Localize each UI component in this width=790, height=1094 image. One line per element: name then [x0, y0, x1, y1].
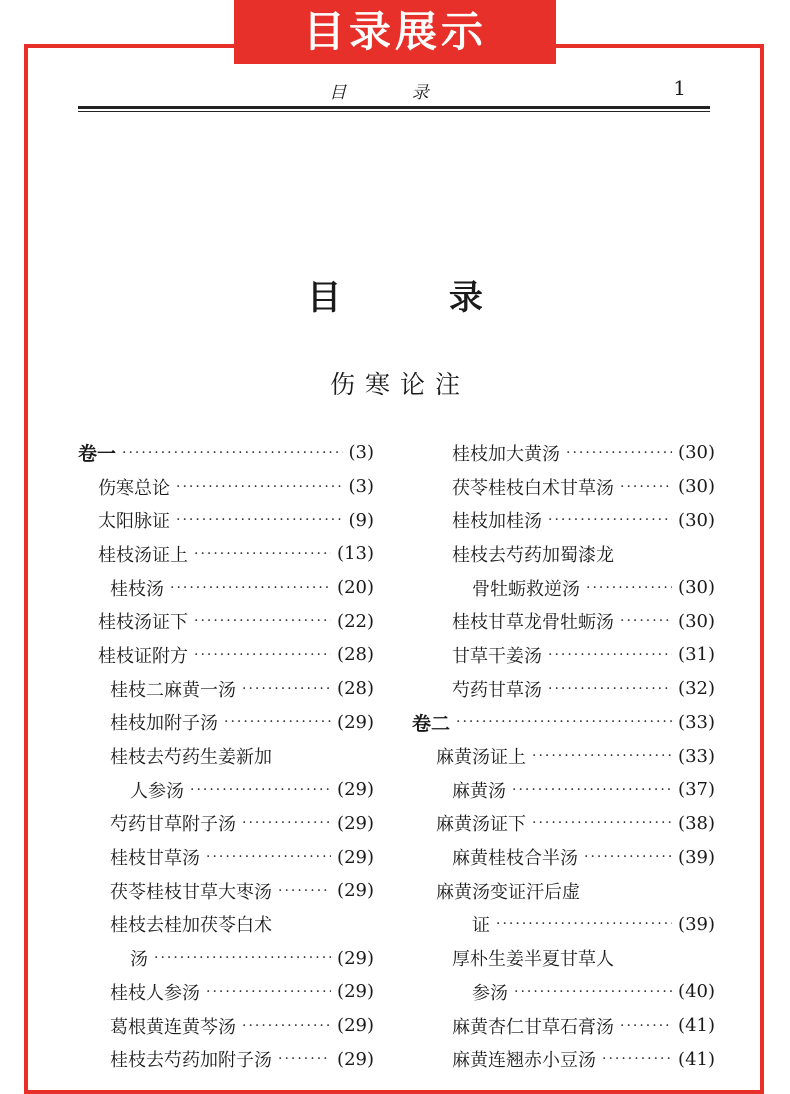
toc-leader-dots [512, 782, 672, 798]
toc-entry [78, 739, 374, 773]
toc-entry-title: 桂枝甘草龙骨牡蛎汤 [452, 612, 614, 634]
toc-entry [78, 874, 374, 908]
toc-entry [78, 1009, 374, 1043]
toc-entry-title: 麻黄汤 [452, 780, 506, 802]
toc-entry-title: 桂枝去芍药加蜀漆龙 [452, 544, 614, 566]
toc-entry-page: (41) [678, 1015, 715, 1037]
toc-entry-page: (38) [678, 812, 715, 834]
toc-entry-title: 卷一 [78, 443, 117, 466]
toc-entry-page: (30) [678, 577, 715, 599]
toc-entry-title: 桂枝人参汤 [110, 982, 200, 1004]
toc-leader-dots [548, 681, 672, 697]
toc-entry [412, 739, 715, 773]
toc-left-column [78, 436, 374, 1076]
toc-entry [78, 840, 374, 874]
toc-leader-dots [206, 849, 331, 865]
toc-leader-dots [620, 613, 672, 629]
toc-leader-dots [586, 580, 672, 596]
toc-entry-page: (3) [348, 476, 374, 498]
header-rule [78, 106, 710, 109]
toc-entry-title: 桂枝证附方 [98, 645, 188, 667]
page-number: 1 [673, 76, 686, 100]
toc-entry-title: 桂枝加附子汤 [110, 713, 218, 735]
toc-leader-dots [194, 546, 331, 562]
toc-entry [78, 807, 374, 841]
toc-leader-dots [548, 512, 672, 528]
toc-entry [78, 1042, 374, 1076]
toc-entry [78, 604, 374, 638]
toc-leader-dots [514, 984, 672, 1000]
toc-entry-page: (29) [337, 981, 374, 1003]
toc-entry-title: 麻黄汤变证汗后虚 [436, 881, 580, 903]
toc-entry [78, 571, 374, 605]
toc-entry-page: (29) [337, 880, 374, 902]
toc-leader-dots [122, 445, 342, 461]
toc-entry [412, 537, 715, 571]
toc-entry [78, 908, 374, 942]
toc-entry-title: 桂枝汤 [110, 578, 164, 600]
toc-entry [78, 773, 374, 807]
toc-leader-dots [278, 883, 331, 899]
toc-entry-title: 茯苓桂枝白术甘草汤 [452, 477, 614, 499]
toc-entry-title: 芍药甘草附子汤 [110, 814, 236, 836]
toc-entry-title: 卷二 [412, 712, 451, 735]
toc-leader-dots [176, 479, 343, 495]
toc-entry-title: 桂枝去芍药加附子汤 [110, 1050, 272, 1072]
toc-entry [412, 436, 715, 470]
toc-entry [412, 941, 715, 975]
toc-entry-title: 证 [472, 915, 490, 937]
toc-entry-page: (39) [678, 846, 715, 868]
toc-entry-page: (29) [337, 779, 374, 801]
toc-entry-page: (28) [337, 644, 374, 666]
toc-entry-title: 麻黄杏仁甘草石膏汤 [452, 1016, 614, 1038]
toc-entry [412, 773, 715, 807]
book-title: 伤寒论注 [329, 370, 470, 399]
toc-entry-page: (30) [678, 442, 715, 464]
toc-entry [412, 807, 715, 841]
toc-entry-title: 麻黄连翘赤小豆汤 [452, 1050, 596, 1072]
toc-leader-dots [194, 613, 331, 629]
toc-leader-dots [242, 681, 331, 697]
toc-entry [412, 840, 715, 874]
toc-leader-dots [496, 916, 672, 932]
toc-entry-page: (29) [337, 846, 374, 868]
toc-entry-title: 桂枝去桂加茯苓白术 [110, 915, 272, 937]
toc-entry-page: (28) [337, 678, 374, 700]
toc-entry [412, 503, 715, 537]
toc-entry [412, 706, 715, 740]
toc-entry [412, 908, 715, 942]
toc-entry-page: (33) [678, 745, 715, 767]
toc-leader-dots [620, 1018, 672, 1034]
toc-entry-title: 桂枝加桂汤 [452, 511, 542, 533]
toc-leader-dots [566, 445, 672, 461]
toc-entry-title: 麻黄桂枝合半汤 [452, 848, 578, 870]
toc-leader-dots [456, 714, 672, 730]
toc-entry-page: (39) [678, 913, 715, 935]
toc-entry-title: 麻黄汤证下 [436, 814, 526, 836]
toc-leader-dots [176, 512, 343, 528]
toc-entry [412, 604, 715, 638]
toc-entry-page: (3) [348, 442, 374, 464]
toc-entry-page: (37) [678, 779, 715, 801]
toc-entry [412, 638, 715, 672]
toc-entry-title: 桂枝汤证下 [98, 612, 188, 634]
toc-leader-dots [620, 479, 672, 495]
toc-entry-page: (30) [678, 476, 715, 498]
page-title: 目 录 [307, 278, 531, 318]
toc-entry-page: (31) [678, 644, 715, 666]
toc-entry [78, 975, 374, 1009]
toc-leader-dots [532, 815, 672, 831]
toc-entry-title: 太阳脉证 [98, 511, 170, 533]
toc-leader-dots [242, 1018, 331, 1034]
running-head-title: 目 录 [329, 83, 459, 103]
toc-entry [78, 672, 374, 706]
toc-entry-title: 芍药甘草汤 [452, 679, 542, 701]
toc-entry-title: 伤寒总论 [98, 477, 170, 499]
toc-entry-page: (40) [678, 981, 715, 1003]
toc-leader-dots [170, 580, 331, 596]
toc-entry [412, 975, 715, 1009]
toc-entry-page: (29) [337, 1048, 374, 1070]
toc-entry-title: 葛根黄连黄芩汤 [110, 1016, 236, 1038]
toc-entry [78, 503, 374, 537]
toc-entry-page: (29) [337, 947, 374, 969]
toc-entry [412, 470, 715, 504]
toc-leader-dots [242, 815, 331, 831]
toc-leader-dots [190, 782, 331, 798]
toc-leader-dots [154, 950, 331, 966]
toc-entry-page: (20) [337, 577, 374, 599]
toc-entry-page: (9) [348, 509, 374, 531]
toc-entry-page: (29) [337, 711, 374, 733]
toc-entry-title: 骨牡蛎救逆汤 [472, 578, 580, 600]
toc-entry-title: 桂枝甘草汤 [110, 848, 200, 870]
toc-leader-dots [602, 1051, 672, 1067]
toc-entry [412, 1009, 715, 1043]
toc-entry-page: (30) [678, 509, 715, 531]
toc-leader-dots [584, 849, 672, 865]
toc-entry [412, 1042, 715, 1076]
toc-entry-page: (41) [678, 1048, 715, 1070]
toc-entry-page: (30) [678, 610, 715, 632]
toc-leader-dots [224, 714, 331, 730]
toc-entry-page: (29) [337, 812, 374, 834]
toc-leader-dots [532, 748, 672, 764]
toc-entry [78, 470, 374, 504]
toc-entry-title: 厚朴生姜半夏甘草人 [452, 949, 614, 971]
running-head [78, 76, 710, 102]
toc-entry-title: 茯苓桂枝甘草大枣汤 [110, 881, 272, 903]
toc-entry-title: 参汤 [472, 982, 508, 1004]
toc-entry [78, 436, 374, 470]
banner-title: 目录展示 [234, 0, 556, 64]
toc-entry-title: 桂枝加大黄汤 [452, 443, 560, 465]
toc-entry-title: 桂枝去芍药生姜新加 [110, 747, 272, 769]
toc-leader-dots [278, 1051, 331, 1067]
toc-entry-title: 汤 [130, 949, 148, 971]
toc-leader-dots [548, 647, 672, 663]
toc-entry-title: 甘草干姜汤 [452, 645, 542, 667]
toc-entry [78, 941, 374, 975]
toc-entry-title: 桂枝汤证上 [98, 544, 188, 566]
toc-leader-dots [206, 984, 331, 1000]
toc-entry-title: 人参汤 [130, 780, 184, 802]
toc-entry [412, 874, 715, 908]
toc-entry-page: (32) [678, 678, 715, 700]
toc-leader-dots [194, 647, 331, 663]
toc-entry-page: (22) [337, 610, 374, 632]
toc-entry [78, 706, 374, 740]
toc-entry-page: (29) [337, 1015, 374, 1037]
toc-entry [412, 672, 715, 706]
toc-right-column [412, 436, 715, 1076]
header-rule-thin [78, 111, 710, 112]
toc-entry-page: (33) [678, 711, 715, 733]
toc-entry [78, 638, 374, 672]
toc-entry-title: 麻黄汤证上 [436, 747, 526, 769]
toc-entry-title: 桂枝二麻黄一汤 [110, 679, 236, 701]
toc-entry [412, 571, 715, 605]
toc-entry [78, 537, 374, 571]
toc-entry-page: (13) [337, 543, 374, 565]
